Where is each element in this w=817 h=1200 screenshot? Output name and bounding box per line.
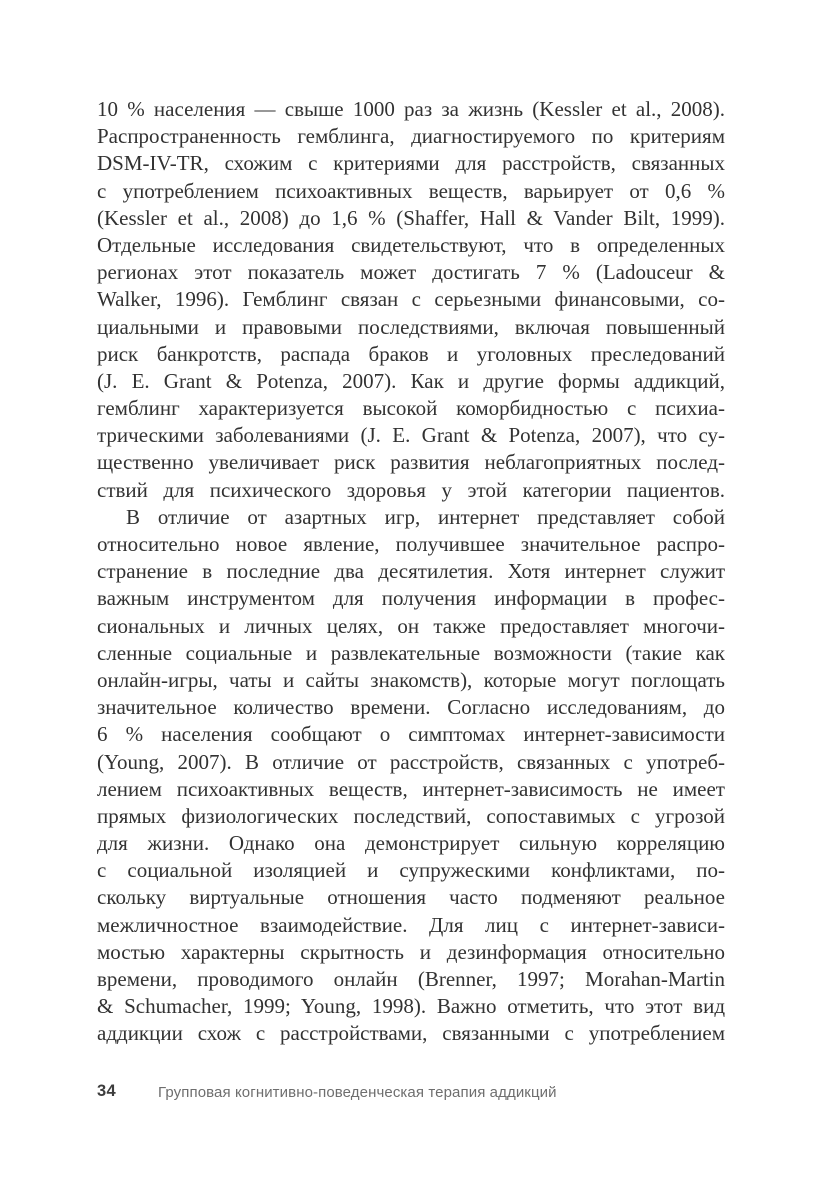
- text-line: мостью характерны скрытность и дезинформация относительно: [97, 939, 725, 964]
- page-number: 34: [97, 1082, 116, 1100]
- text-line: прямых физиологических последствий, сопоставимых с угрозой: [97, 803, 725, 828]
- text-line: лением психоактивных веществ, интернет-зависимость не имеет: [97, 776, 725, 801]
- text-line: сленные социальные и развлекательные возможности (такие как: [97, 640, 725, 665]
- text-line: гемблинг характеризуется высокой коморбидностью с психиа-: [97, 396, 725, 421]
- text-line: (J. E. Grant & Potenza, 2007). Как и другие формы аддикций,: [97, 368, 725, 393]
- text-line: времени, проводимого онлайн (Brenner, 1997; Morahan-Martin: [97, 967, 725, 991]
- text-line: важным инструментом для получения информации в профес-: [97, 586, 725, 611]
- text-line: В отличие от азартных игр, интернет представляет собой: [126, 504, 725, 529]
- text-line: с социальной изоляцией и супружескими конфликтами, по-: [97, 858, 725, 883]
- text-line: циальными и правовыми последствиями, включая повышенный: [97, 314, 725, 339]
- text-line: & Schumacher, 1999; Young, 1998). Важно отметить, что этот вид: [97, 994, 725, 1019]
- text-line: сиональных и личных целях, он также предоставляет многочи-: [97, 613, 725, 638]
- text-line: риск банкротств, распада браков и уголовных преследований: [97, 341, 725, 366]
- text-line: скольку виртуальные отношения часто подменяют реальное: [97, 885, 725, 910]
- body-text-block: [97, 96, 725, 1048]
- text-line: DSM-IV-TR, схожим с критериями для расстройств, связанных: [97, 151, 725, 176]
- text-line: с употреблением психоактивных веществ, варьирует от 0,6 %: [97, 178, 725, 203]
- text-line: странение в последние два десятилетия. Хотя интернет служит: [97, 559, 725, 584]
- text-line: регионах этот показатель может достигать 7 % (Ladouceur &: [97, 260, 725, 285]
- page-footer: [97, 1082, 725, 1104]
- text-line: трическими заболеваниями (J. E. Grant & Potenza, 2007), что су-: [97, 423, 725, 448]
- text-line: Walker, 1996). Гемблинг связан с серьезными финансовыми, со-: [97, 287, 725, 312]
- text-line: Распространенность гемблинга, диагностируемого по критериям: [97, 124, 725, 149]
- text-line: значительное количество времени. Согласно исследованиям, до: [97, 695, 725, 720]
- text-line: онлайн-игры, чаты и сайты знакомств), которые могут поглощать: [97, 667, 725, 692]
- text-line: для жизни. Однако она демонстрирует сильную корреляцию: [97, 831, 725, 856]
- text-line: (Kessler et al., 2008) до 1,6 % (Shaffer, Hall & Vander Bilt, 1999).: [97, 205, 725, 230]
- text-line: ствий для психического здоровья у этой категории пациентов.: [97, 477, 725, 502]
- text-line: 6 % населения сообщают о симптомах интернет-зависимости: [97, 722, 725, 747]
- text-line: аддикции схож с расстройствами, связанными с употреблением: [97, 1021, 725, 1046]
- text-line: 10 % населения — свыше 1000 раз за жизнь (Kessler et al., 2008).: [97, 97, 725, 121]
- text-line: межличностное взаимодействие. Для лиц с интернет-зависи-: [97, 912, 725, 937]
- text-line: относительно новое явление, получившее значительное распро-: [97, 532, 725, 556]
- text-line: щественно увеличивает риск развития неблагоприятных послед-: [97, 450, 725, 475]
- text-line: (Young, 2007). В отличие от расстройств, связанных с употреб-: [97, 749, 725, 774]
- text-line: Отдельные исследования свидетельствуют, что в определенных: [97, 232, 725, 257]
- running-title: Групповая когнитивно-поведенческая терапия аддикций: [158, 1084, 557, 1101]
